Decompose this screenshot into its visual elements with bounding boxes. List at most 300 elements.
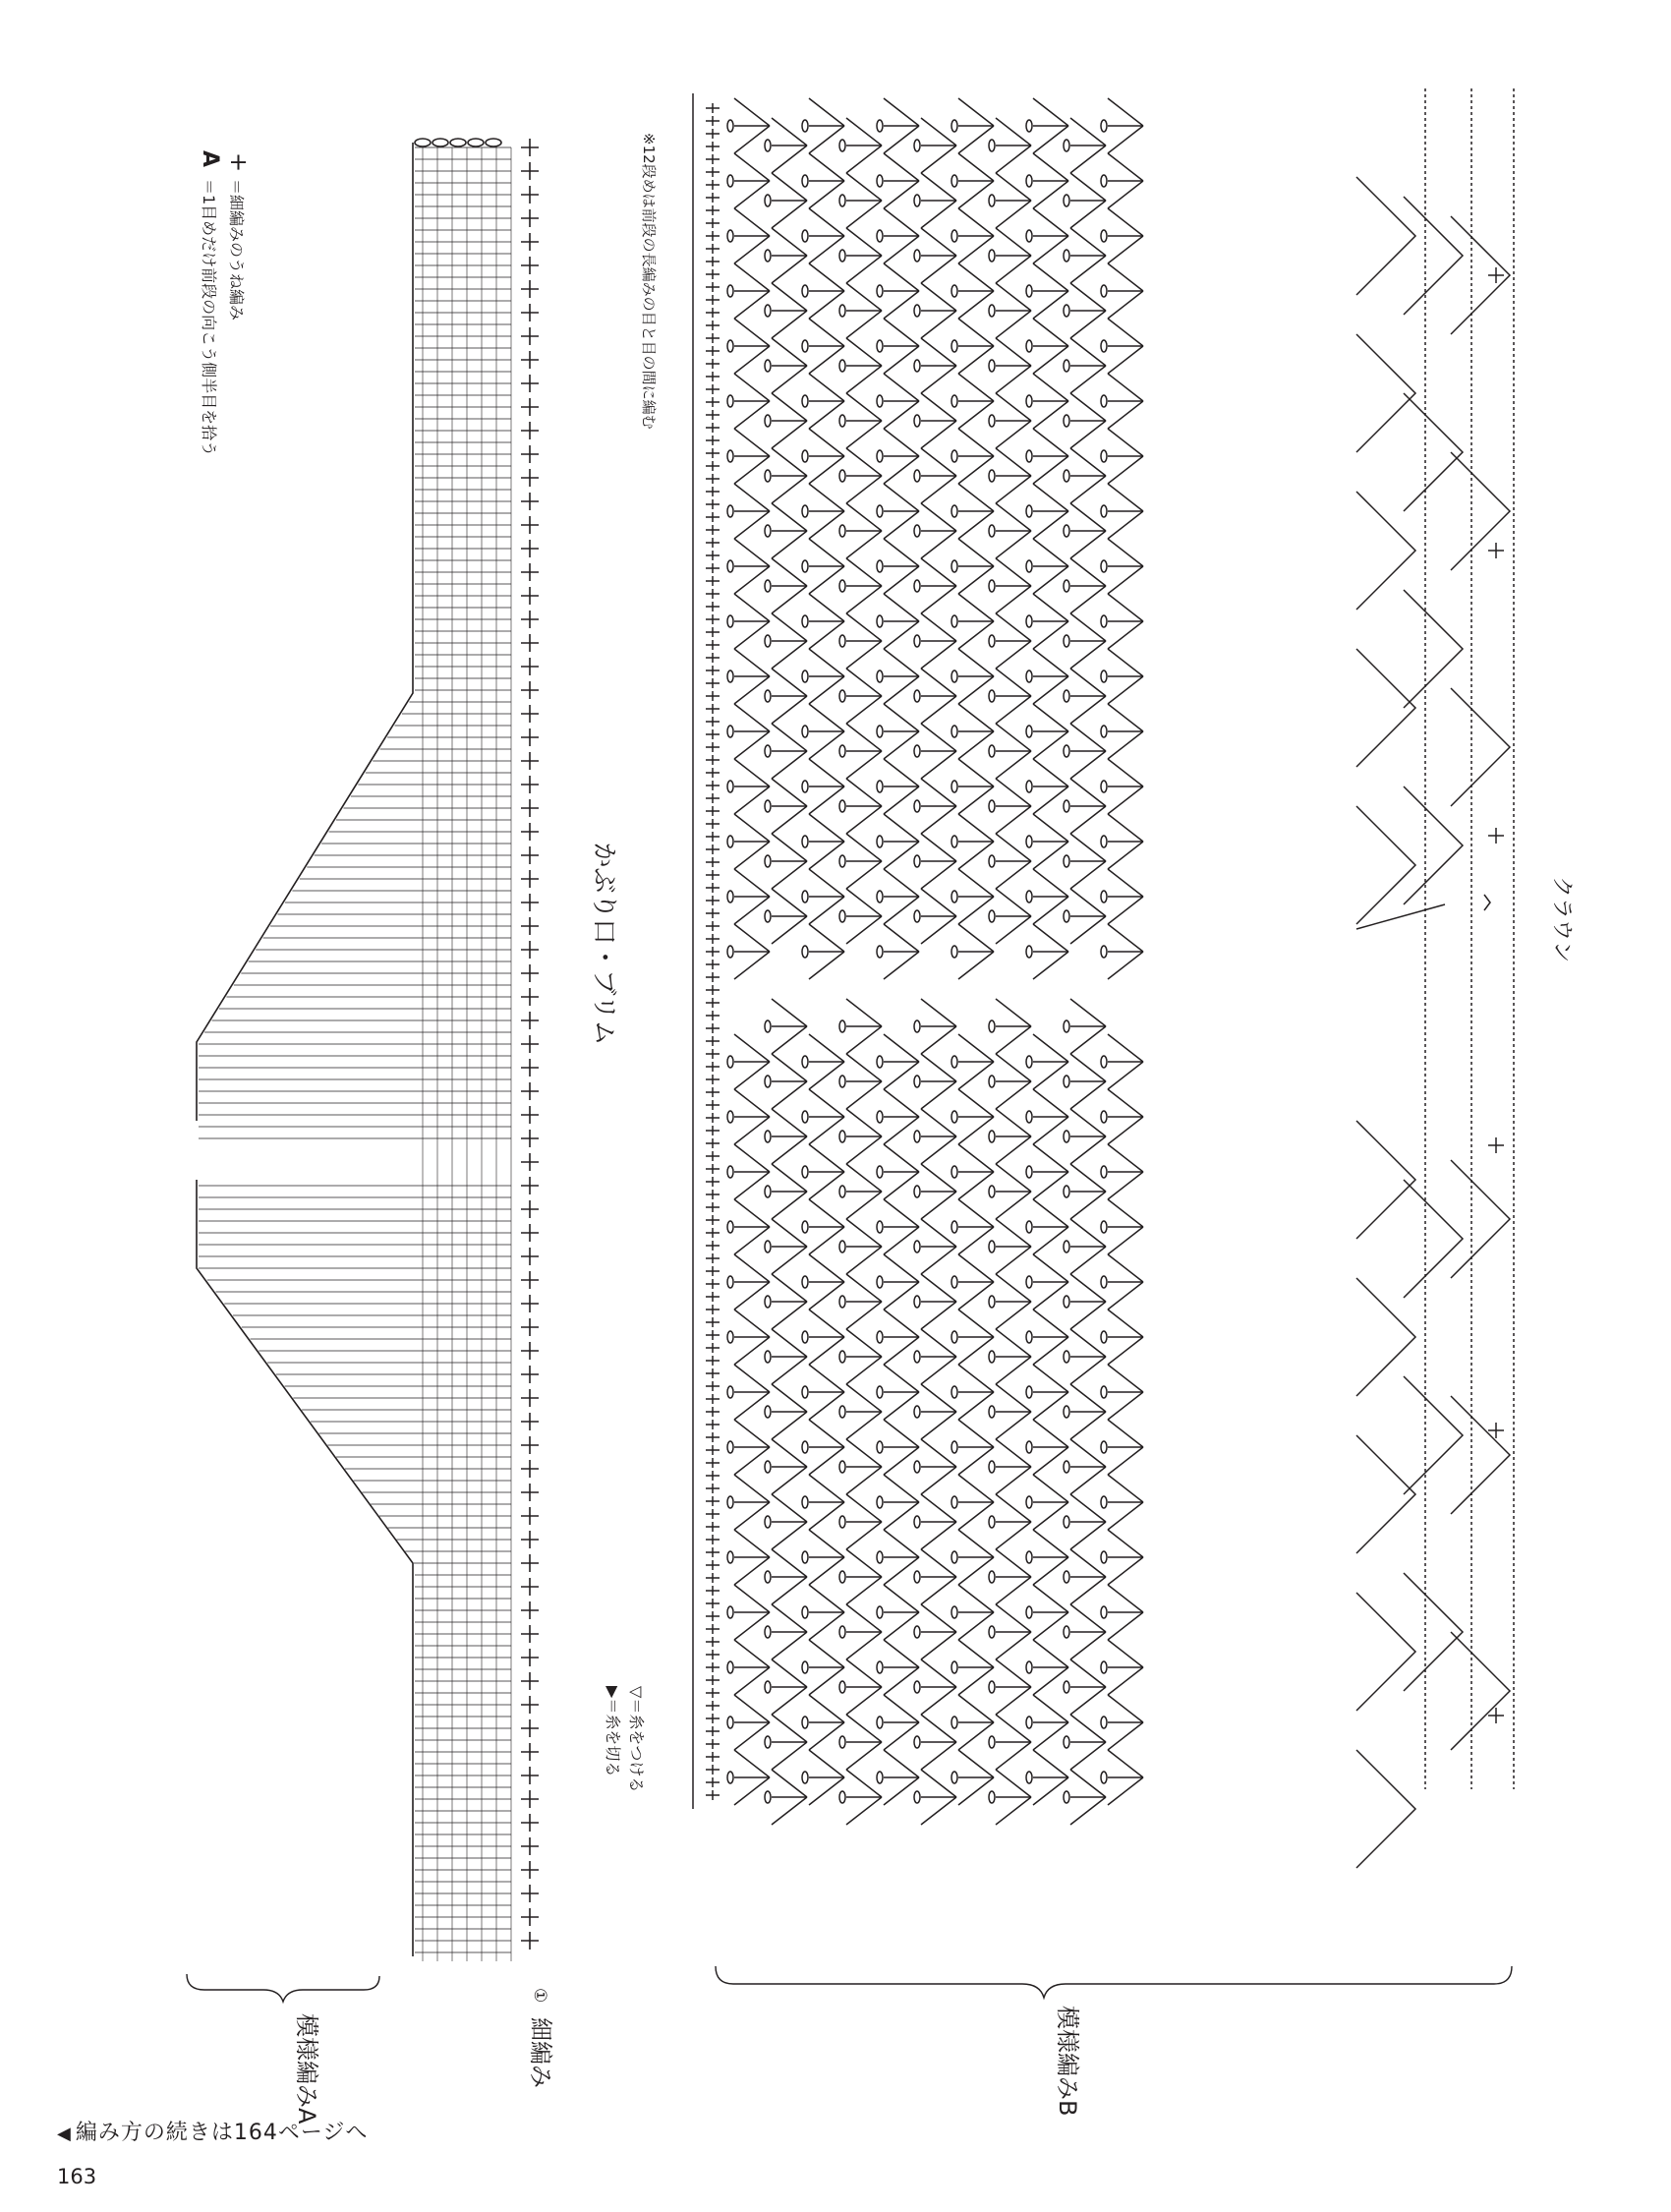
- dc-stitch: [921, 1302, 956, 1329]
- v-stitch: [765, 1715, 807, 1770]
- chain-stitch: [839, 360, 845, 372]
- chain-stitch: [839, 1296, 845, 1308]
- v-stitch: [914, 283, 956, 338]
- dc-stitch: [884, 1640, 919, 1667]
- dc-stitch: [958, 676, 994, 704]
- v-stitch: [802, 1640, 844, 1695]
- dc-stitch: [996, 1054, 1031, 1081]
- chain-stitch: [802, 891, 808, 902]
- dc-stitch: [846, 1164, 882, 1192]
- dc-stitch: [846, 1081, 882, 1109]
- chain-stitch: [1101, 175, 1107, 187]
- chain-stitch: [839, 195, 845, 206]
- dc-stitch: [958, 181, 994, 208]
- dc-stitch: [1033, 1612, 1068, 1640]
- v-stitch: [914, 834, 956, 889]
- dc-stitch: [846, 146, 882, 173]
- v-stitch: [1101, 1365, 1143, 1420]
- legend-front-post-symbol: +: [225, 152, 253, 173]
- dc-stitch: [1108, 1089, 1143, 1117]
- dc-stitch: [1070, 613, 1106, 641]
- dc-stitch: [734, 676, 770, 704]
- dc-stitch: [846, 531, 882, 558]
- chain-stitch: [765, 1131, 771, 1142]
- dc-stitch: [1108, 1199, 1143, 1227]
- v-stitch: [839, 1604, 882, 1659]
- chain-stitch: [914, 580, 920, 592]
- chain-stitch: [727, 1551, 733, 1563]
- v-stitch: [802, 1199, 844, 1254]
- dc-stitch: [958, 1034, 994, 1062]
- chain-stitch: [1064, 1020, 1069, 1032]
- chain-stitch: [951, 1166, 957, 1178]
- chain-stitch: [877, 670, 883, 682]
- chain-stitch: [1026, 395, 1032, 407]
- dc-stitch: [921, 1329, 956, 1357]
- v-stitch: [1026, 1695, 1068, 1750]
- v-stitch: [877, 484, 919, 539]
- v-stitch: [765, 173, 807, 228]
- v-stitch: [989, 724, 1031, 779]
- dc-stitch: [1108, 924, 1143, 952]
- chain-stitch: [1064, 1461, 1069, 1473]
- dc-stitch: [772, 1439, 807, 1467]
- dc-stitch: [1033, 1227, 1068, 1254]
- v-stitch: [802, 208, 844, 263]
- chain-stitch: [839, 690, 845, 702]
- dc-stitch: [734, 731, 770, 759]
- dc-stitch: [1070, 146, 1106, 173]
- dc-stitch: [1108, 814, 1143, 842]
- v-stitch: [1064, 779, 1106, 834]
- chain-stitch: [1026, 1386, 1032, 1398]
- dc-stitch: [809, 511, 844, 539]
- decrease-fan: [1451, 452, 1510, 570]
- v-stitch: [1026, 319, 1068, 374]
- v-stitch: [839, 1659, 882, 1715]
- dc-stitch: [884, 1144, 919, 1172]
- dc-stitch: [846, 393, 882, 421]
- v-stitch: [1026, 1530, 1068, 1585]
- chain-stitch: [951, 1606, 957, 1618]
- v-stitch: [1101, 649, 1143, 704]
- chain-stitch: [951, 1276, 957, 1288]
- dc-stitch: [1070, 366, 1106, 393]
- v-stitch: [1101, 374, 1143, 429]
- dc-stitch: [958, 1777, 994, 1805]
- chain-stitch: [802, 230, 808, 242]
- dc-stitch: [884, 1034, 919, 1062]
- chain-stitch: [877, 1386, 883, 1398]
- v-stitch: [951, 869, 994, 924]
- chain-stitch: [914, 745, 920, 757]
- dc-stitch: [921, 338, 956, 366]
- v-stitch: [951, 319, 994, 374]
- chain-stitch: [765, 855, 771, 867]
- chain-stitch: [727, 1386, 733, 1398]
- dc-stitch: [809, 181, 844, 208]
- v-stitch: [839, 393, 882, 448]
- dc-stitch: [884, 759, 919, 786]
- chain-stitch: [727, 1441, 733, 1453]
- v-stitch: [951, 153, 994, 208]
- dc-stitch: [958, 1144, 994, 1172]
- dc-stitch: [772, 613, 807, 641]
- v-stitch: [914, 393, 956, 448]
- dc-stitch: [1070, 696, 1106, 724]
- chain-stitch: [802, 1166, 808, 1178]
- dc-stitch: [921, 311, 956, 338]
- chain-stitch: [727, 450, 733, 462]
- chain-stitch: [839, 250, 845, 262]
- v-stitch: [765, 1494, 807, 1549]
- brim-legend: [198, 150, 253, 456]
- chain-stitch: [727, 340, 733, 352]
- v-stitch: [914, 1384, 956, 1439]
- dc-stitch: [1108, 869, 1143, 897]
- dc-stitch: [809, 539, 844, 566]
- chain-stitch: [1026, 340, 1032, 352]
- chain-stitch: [914, 1131, 920, 1142]
- dc-stitch: [1070, 256, 1106, 283]
- dc-stitch: [958, 401, 994, 429]
- dc-stitch: [734, 1062, 770, 1089]
- chain-stitch: [951, 285, 957, 297]
- chain-stitch: [1064, 250, 1069, 262]
- dc-stitch: [1033, 1117, 1068, 1144]
- v-stitch: [1026, 153, 1068, 208]
- dc-stitch: [1108, 1585, 1143, 1612]
- v-stitch: [914, 448, 956, 503]
- dc-stitch: [1070, 503, 1106, 531]
- dc-stitch: [734, 842, 770, 869]
- chain-stitch: [727, 781, 733, 792]
- dc-stitch: [734, 704, 770, 731]
- v-stitch: [951, 594, 994, 649]
- dc-stitch: [846, 1384, 882, 1412]
- chain-stitch: [1101, 120, 1107, 132]
- v-stitch: [914, 1329, 956, 1384]
- dc-stitch: [734, 208, 770, 236]
- dc-stitch: [996, 1109, 1031, 1136]
- dc-stitch: [1070, 641, 1106, 669]
- chain-stitch: [1026, 1717, 1032, 1728]
- dc-stitch: [996, 1770, 1031, 1797]
- pattern-a-label: 模様編みA: [293, 2013, 320, 2125]
- chain-stitch: [877, 560, 883, 572]
- dc-stitch: [996, 1604, 1031, 1632]
- dc-stitch: [996, 201, 1031, 228]
- dc-stitch: [772, 1136, 807, 1164]
- decrease-fan: [1404, 393, 1463, 511]
- v-stitch: [1026, 1475, 1068, 1530]
- dc-stitch: [884, 1199, 919, 1227]
- dc-stitch: [884, 181, 919, 208]
- dc-stitch: [809, 731, 844, 759]
- chain-stitch: [727, 1331, 733, 1343]
- chain-stitch: [765, 140, 771, 151]
- chain-stitch: [839, 1516, 845, 1528]
- dc-stitch: [1033, 1172, 1068, 1199]
- chain-stitch: [989, 525, 995, 537]
- chain-stitch: [1026, 891, 1032, 902]
- dc-stitch: [1108, 1337, 1143, 1365]
- dc-stitch: [1070, 1357, 1106, 1384]
- v-stitch: [802, 1530, 844, 1585]
- dc-stitch: [921, 173, 956, 201]
- chain-stitch: [802, 615, 808, 627]
- dc-stitch: [846, 1770, 882, 1797]
- dc-stitch: [921, 999, 956, 1026]
- dc-stitch: [921, 1164, 956, 1192]
- chain-stitch: [877, 395, 883, 407]
- dc-stitch: [958, 1557, 994, 1585]
- dc-stitch: [846, 861, 882, 889]
- v-stitch: [877, 208, 919, 263]
- v-stitch: [1064, 393, 1106, 448]
- dc-stitch: [884, 1337, 919, 1365]
- dc-stitch: [772, 1797, 807, 1825]
- chain-stitch: [951, 1717, 957, 1728]
- chain-stitch: [765, 1186, 771, 1197]
- dc-stitch: [846, 806, 882, 834]
- v-stitch: [1064, 1164, 1106, 1219]
- dc-stitch: [734, 1530, 770, 1557]
- v-stitch: [951, 484, 994, 539]
- dc-stitch: [996, 1081, 1031, 1109]
- dc-stitch: [1033, 1750, 1068, 1777]
- dc-stitch: [1108, 291, 1143, 319]
- v-stitch: [1101, 1089, 1143, 1144]
- dc-stitch: [884, 511, 919, 539]
- brim-start-label: ①: [530, 1988, 549, 2004]
- dc-stitch: [958, 649, 994, 676]
- v-stitch: [839, 999, 882, 1054]
- dc-stitch: [1033, 759, 1068, 786]
- dc-stitch: [772, 1384, 807, 1412]
- chain-stitch: [727, 1166, 733, 1178]
- dc-stitch: [1070, 724, 1106, 751]
- dc-stitch: [996, 1412, 1031, 1439]
- dc-stitch: [809, 1502, 844, 1530]
- dc-stitch: [1033, 786, 1068, 814]
- dc-stitch: [1070, 338, 1106, 366]
- dc-stitch: [958, 924, 994, 952]
- dc-stitch: [1108, 1392, 1143, 1420]
- dc-stitch: [772, 1494, 807, 1522]
- chain-stitch: [989, 580, 995, 592]
- dc-stitch: [958, 1640, 994, 1667]
- dc-stitch: [809, 1199, 844, 1227]
- v-stitch: [1026, 98, 1068, 153]
- dc-stitch: [809, 1310, 844, 1337]
- v-stitch: [727, 1640, 770, 1695]
- chain-stitch: [1101, 1111, 1107, 1123]
- dc-stitch: [921, 1026, 956, 1054]
- v-stitch: [989, 228, 1031, 283]
- dc-stitch: [772, 779, 807, 806]
- dc-stitch: [772, 999, 807, 1026]
- dc-stitch: [809, 924, 844, 952]
- chain-stitch: [877, 946, 883, 958]
- chain-stitch: [839, 1571, 845, 1583]
- v-stitch: [1026, 429, 1068, 484]
- dc-stitch: [846, 503, 882, 531]
- decrease-fan: [1404, 1180, 1463, 1298]
- dc-stitch: [958, 153, 994, 181]
- v-stitch: [1026, 263, 1068, 319]
- brim-chart: [197, 139, 539, 1961]
- dc-stitch: [846, 1632, 882, 1659]
- dc-stitch: [809, 1089, 844, 1117]
- dc-stitch: [921, 1136, 956, 1164]
- dc-stitch: [734, 319, 770, 346]
- dc-stitch: [884, 1089, 919, 1117]
- v-stitch: [727, 924, 770, 979]
- chain-stitch: [989, 470, 995, 482]
- v-stitch: [802, 263, 844, 319]
- dc-stitch: [996, 118, 1031, 146]
- dc-stitch: [1108, 263, 1143, 291]
- dc-stitch: [772, 1577, 807, 1604]
- dc-stitch: [1033, 842, 1068, 869]
- dc-stitch: [846, 1274, 882, 1302]
- chain-stitch: [989, 910, 995, 922]
- dc-stitch: [921, 1770, 956, 1797]
- dc-stitch: [958, 1695, 994, 1722]
- chain-stitch: [802, 505, 808, 517]
- v-stitch: [839, 669, 882, 724]
- dc-stitch: [772, 1192, 807, 1219]
- v-stitch: [914, 558, 956, 613]
- dc-stitch: [996, 1632, 1031, 1659]
- chain-stitch: [1101, 781, 1107, 792]
- chain-stitch: [989, 360, 995, 372]
- dc-stitch: [809, 1585, 844, 1612]
- dc-stitch: [846, 558, 882, 586]
- dc-stitch: [958, 1199, 994, 1227]
- chain-stitch: [765, 1681, 771, 1693]
- v-stitch: [914, 503, 956, 558]
- dc-stitch: [1070, 173, 1106, 201]
- v-stitch: [951, 1585, 994, 1640]
- decrease-fan: [1356, 334, 1415, 452]
- v-stitch: [1026, 814, 1068, 869]
- v-stitch: [1026, 1420, 1068, 1475]
- dc-stitch: [958, 1502, 994, 1530]
- dc-stitch: [884, 1530, 919, 1557]
- v-stitch: [989, 558, 1031, 613]
- chain-stitch: [802, 450, 808, 462]
- dc-stitch: [809, 1695, 844, 1722]
- dc-stitch: [884, 1475, 919, 1502]
- dc-stitch: [772, 1109, 807, 1136]
- chain-stitch: [1101, 1276, 1107, 1288]
- v-stitch: [877, 1199, 919, 1254]
- dc-stitch: [772, 1026, 807, 1054]
- chain-stitch: [1064, 1406, 1069, 1418]
- v-stitch: [1064, 834, 1106, 889]
- v-stitch: [951, 1530, 994, 1585]
- dc-stitch: [921, 228, 956, 256]
- dc-stitch: [921, 1081, 956, 1109]
- dc-stitch: [996, 1136, 1031, 1164]
- dc-stitch: [921, 834, 956, 861]
- dc-stitch: [772, 118, 807, 146]
- legend-back-loop-symbol: A: [198, 150, 222, 168]
- continuation-text: 編み方の続きは164ページへ: [75, 2121, 369, 2145]
- dc-stitch: [1108, 181, 1143, 208]
- v-stitch: [765, 1274, 807, 1329]
- dc-stitch: [1033, 566, 1068, 594]
- v-stitch: [951, 1750, 994, 1805]
- dc-stitch: [958, 1310, 994, 1337]
- chain-stitch: [802, 1772, 808, 1783]
- v-stitch: [1101, 1530, 1143, 1585]
- dc-stitch: [1033, 676, 1068, 704]
- v-stitch: [914, 724, 956, 779]
- dc-stitch: [1108, 153, 1143, 181]
- v-stitch: [877, 1420, 919, 1475]
- dc-stitch: [884, 1117, 919, 1144]
- v-stitch: [1026, 539, 1068, 594]
- chain-stitch: [839, 1736, 845, 1748]
- v-stitch: [727, 429, 770, 484]
- chain-stitch: [1101, 615, 1107, 627]
- chain-stitch: [727, 560, 733, 572]
- dc-stitch: [996, 531, 1031, 558]
- chain-stitch: [914, 1736, 920, 1748]
- dc-stitch: [846, 1742, 882, 1770]
- dc-stitch: [734, 401, 770, 429]
- dc-stitch: [996, 228, 1031, 256]
- dc-stitch: [846, 421, 882, 448]
- chain-stitch: [877, 285, 883, 297]
- dc-stitch: [921, 283, 956, 311]
- v-stitch: [951, 539, 994, 594]
- chain-stitch: [951, 781, 957, 792]
- dc-stitch: [846, 1715, 882, 1742]
- dc-stitch: [809, 456, 844, 484]
- dc-stitch: [734, 1502, 770, 1530]
- chain-stitch: [1101, 1221, 1107, 1233]
- dc-stitch: [1033, 704, 1068, 731]
- dc-stitch: [921, 751, 956, 779]
- dc-stitch: [1033, 401, 1068, 429]
- dc-stitch: [809, 1172, 844, 1199]
- v-stitch: [1101, 1695, 1143, 1750]
- v-stitch: [989, 1274, 1031, 1329]
- dc-stitch: [734, 1777, 770, 1805]
- dc-stitch: [1070, 1797, 1106, 1825]
- dc-stitch: [1070, 1164, 1106, 1192]
- chain-stitch: [877, 450, 883, 462]
- dc-stitch: [921, 1797, 956, 1825]
- v-stitch: [951, 1310, 994, 1365]
- v-stitch: [839, 173, 882, 228]
- v-stitch: [1101, 869, 1143, 924]
- dc-stitch: [1070, 1412, 1106, 1439]
- decrease-fan: [1356, 177, 1415, 295]
- v-stitch: [877, 924, 919, 979]
- dc-stitch: [809, 1612, 844, 1640]
- chain-stitch: [765, 470, 771, 482]
- v-stitch: [765, 1659, 807, 1715]
- dc-stitch: [772, 503, 807, 531]
- v-stitch: [1064, 448, 1106, 503]
- dc-stitch: [921, 146, 956, 173]
- chain-stitch: [802, 560, 808, 572]
